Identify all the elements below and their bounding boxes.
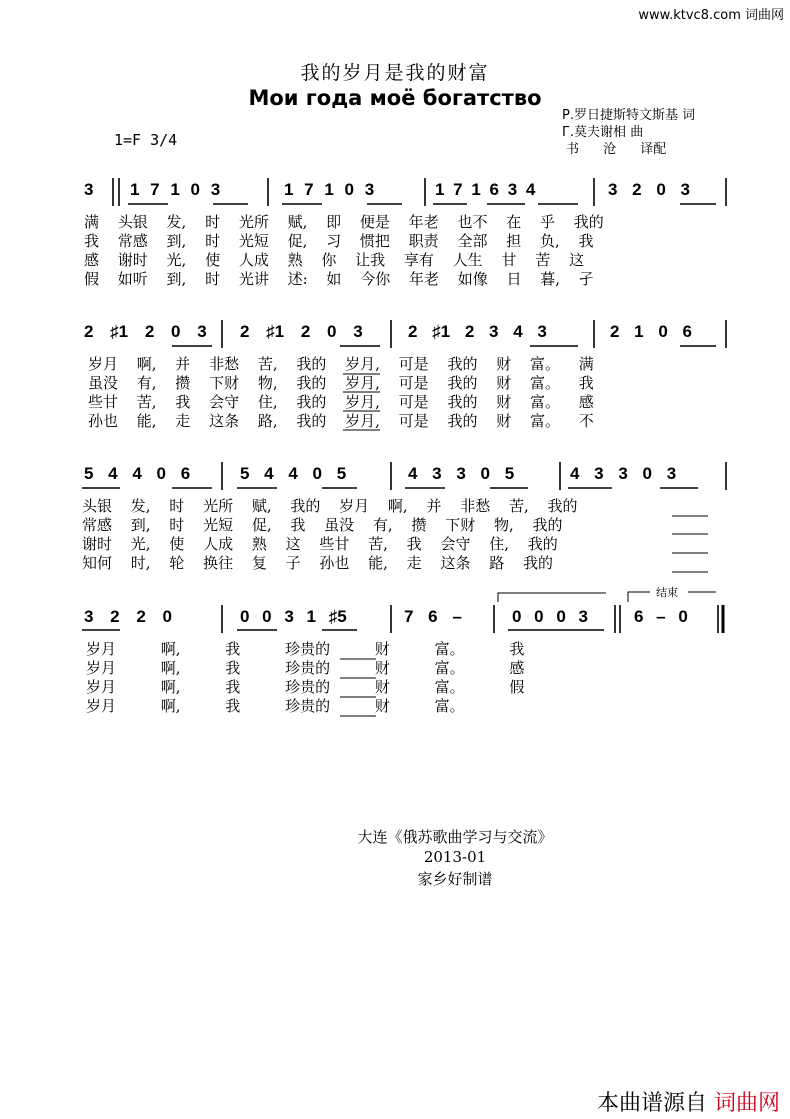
note-measure: 3 2 2 0 (84, 607, 172, 626)
lyric-line: 岁月 啊, 我 珍贵的 财 富。 假 (86, 678, 525, 696)
footer-source: 大连《俄苏歌曲学习与交流》 (357, 828, 553, 846)
brand-footer (597, 1086, 780, 1117)
lyrics-block-4 (86, 640, 524, 716)
lyric-line: 岁月 啊, 我 珍贵的 财 富。 感 (86, 659, 525, 677)
brand-left: 本曲谱源自 (596, 1091, 707, 1116)
note-measure: 2 1 0 6 (610, 322, 692, 341)
note-measure: 2 ♯1 2 3 4 3 (408, 322, 547, 341)
lyric-line: 孙也 能, 走 这条 路, 我的 岁月, 可是 我的 财 富。 不 (88, 412, 594, 430)
note-measure: 7 6 – (404, 607, 462, 626)
lyric-line: 我 常感 到, 时 光短 促, 习 惯把 职责 全部 担 负, 我 (84, 232, 594, 250)
key-signature: 1=F 3/4 (114, 131, 178, 149)
lyric-line: 谢时 光, 使 人成 熟 这 些甘 苦, 我 会守 住, 我的 (82, 535, 558, 553)
lyric-line: 岁月 啊, 并 非愁 苦, 我的 岁月, 可是 我的 财 富。 满 (88, 355, 594, 373)
footer-maker: 家乡好制谱 (417, 870, 493, 888)
note-measure: 0 0 0 3 (512, 607, 588, 626)
translator-credit: 书 沧 译配 (566, 142, 667, 157)
composer-credit: Г.莫夫谢相 曲 (562, 125, 644, 140)
note-measure: 5 4 4 0 6 (84, 464, 191, 483)
lyric-line: 头银 发, 时 光所 赋, 我的 岁月 啊, 并 非愁 苦, 我的 (82, 497, 578, 515)
end-mark-label: 结束 (656, 586, 678, 599)
note-measure: 0 0 3 1 ♯5 (240, 607, 347, 626)
lyrics-block-3 (82, 497, 578, 573)
lyrics-block-2 (88, 355, 594, 431)
lyric-line: 岁月 啊, 我 珍贵的 财 富。 我 (86, 640, 525, 658)
lyric-line: 岁月 啊, 我 珍贵的 财 富。 (86, 697, 465, 715)
site-watermark: www.ktvc8.com 词曲网 (638, 8, 784, 23)
lyric-line: 假 如听 到, 时 光讲 述: 如 今你 年老 如像 日 暮, 孑 (84, 270, 594, 288)
note-measure: 1 7 1 0 3 (130, 180, 221, 199)
lyric-line: 知何 时, 轮 换往 复 子 孙也 能, 走 这条 路 我的 (82, 554, 553, 572)
note-measure: 2 ♯1 2 0 3 (84, 322, 207, 341)
note-measure: 3 (84, 180, 94, 199)
lyrics-block-1 (84, 213, 604, 289)
lyric-line: 常感 到, 时 光短 促, 我 虽没 有, 攒 下财 物, 我的 (82, 516, 563, 534)
lyric-line: 满 头银 发, 时 光所 赋, 即 便是 年老 也不 在 乎 我的 (84, 213, 604, 231)
note-measure: 1 7 1 6 3 4 (435, 180, 536, 199)
brand-right-link[interactable]: 词曲网 (713, 1091, 780, 1116)
footer-date: 2013-01 (423, 848, 487, 866)
song-title-russian: Мои года моё богатство (248, 86, 542, 110)
song-title-chinese: 我的岁月是我的财富 (300, 62, 490, 84)
note-measure: 1 7 1 0 3 (284, 180, 375, 199)
note-measure: 4 3 3 0 5 (408, 464, 515, 483)
lyric-line: 些甘 苦, 我 会守 住, 我的 岁月, 可是 我的 财 富。 感 (88, 393, 594, 411)
note-measure: 5 4 4 0 5 (240, 464, 347, 483)
note-measure: 4 3 3 0 3 (570, 464, 677, 483)
lyric-line: 虽没 有, 攒 下财 物, 我的 岁月, 可是 我的 财 富。 我 (88, 374, 594, 392)
lyric-line: 感 谢时 光, 使 人成 熟 你 让我 享有 人生 甘 苦 这 (84, 251, 584, 269)
note-measure: 3 2 0 3 (608, 180, 690, 199)
note-measure: 6 – 0 (634, 607, 688, 626)
note-measure: 2 ♯1 2 0 3 (240, 322, 363, 341)
lyricist-credit: Р.罗日捷斯特文斯基 词 (562, 108, 696, 123)
